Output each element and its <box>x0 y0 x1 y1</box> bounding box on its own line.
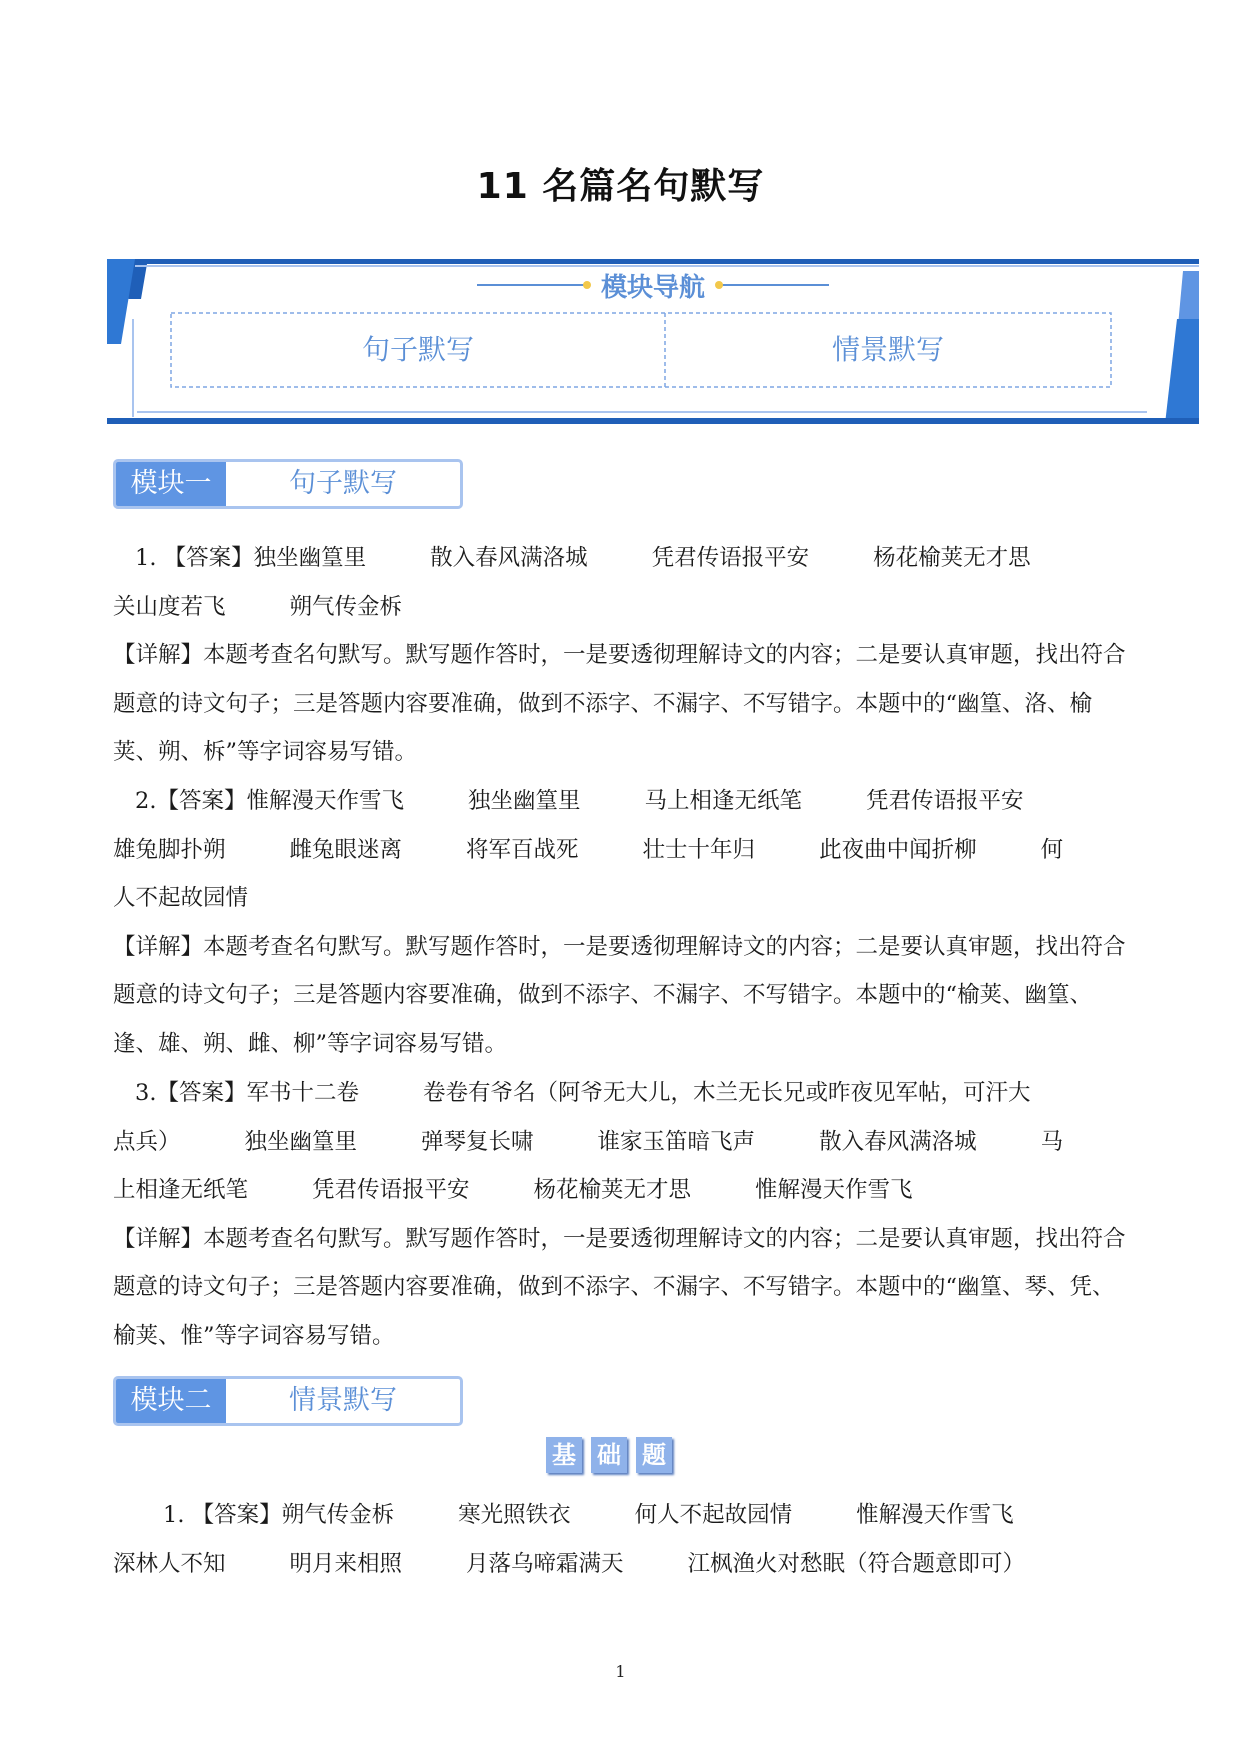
answer-item: 关山度若飞 <box>113 593 226 620</box>
answer-item: 月落乌啼霜满天 <box>466 1550 624 1577</box>
page-title: 11 名篇名句默写 <box>476 166 765 207</box>
answer-label: 1. 【答案】 <box>163 1502 282 1528</box>
basic-tag-char: 基 <box>546 1437 582 1473</box>
answer-item: 惟解漫天作雪飞 <box>246 788 404 814</box>
question-3 <box>113 1069 1133 1360</box>
module-1-name: 句子默写 <box>289 468 397 499</box>
answer-item: 雌兔眼迷离 <box>289 836 403 863</box>
answer-item: 凭君传语报平安 <box>651 545 810 571</box>
module-1-header <box>113 459 463 509</box>
nav-item-scene-dictation[interactable]: 情景默写 <box>831 333 944 366</box>
answer-label: 3.【答案】 <box>135 1080 247 1106</box>
nav-item-sentence-dictation[interactable]: 句子默写 <box>361 333 474 366</box>
basic-tag-char: 础 <box>591 1437 627 1473</box>
answer-item: 人不起故园情 <box>113 885 249 911</box>
answer-item: 谁家玉笛暗飞声 <box>597 1128 756 1155</box>
answer-item: 杨花榆荚无才思 <box>873 545 1031 571</box>
answer-item: 将军百战死 <box>466 836 579 863</box>
detail-text: 本题考查名句默写。默写题作答时，一是要透彻理解诗文的内容；二是要认真审题，找出符合题意的诗文句子；三是答题内容要准确，做到不添字、不漏字、不写错字。本题中的“幽篁、洛、榆荚、朔、柝”等字词容易写错。 <box>113 642 1126 765</box>
question-2 <box>113 777 1133 1068</box>
answer-item: 凭君传语报平安 <box>866 788 1024 814</box>
answer-item: 明月来相照 <box>289 1550 403 1577</box>
answer-item: 何 <box>1040 836 1064 863</box>
answer-label: 1. 【答案】 <box>135 545 254 571</box>
answer-item: 独坐幽篁里 <box>467 788 581 814</box>
answer-item: 江枫渔火对愁眠（符合题意即可） <box>687 1550 1026 1577</box>
answer-item: 上相逢无纸笔 <box>113 1177 249 1203</box>
answer-item: 寒光照铁衣 <box>458 1502 571 1528</box>
answer-item: 杨花榆荚无才思 <box>533 1177 692 1203</box>
detail-label: 【详解】 <box>113 642 204 668</box>
answer-item: 朔气传金柝 <box>289 593 403 620</box>
question-4 <box>113 1491 1133 1588</box>
detail-text: 本题考查名句默写。默写题作答时，一是要透彻理解诗文的内容；二是要认真审题，找出符合题意的诗文句子；三是答题内容要准确，做到不添字、不漏字、不写错字。本题中的“幽篁、琴、凭、榆荚、惟”等字词容易写错。 <box>113 1225 1126 1349</box>
answer-item: 壮士十年归 <box>642 836 756 863</box>
answer-item: 何人不起故园情 <box>634 1502 793 1528</box>
answer-item: 马 <box>1040 1128 1064 1155</box>
answer-item: 散入春风满洛城 <box>819 1128 977 1155</box>
answer-item: 军书十二卷 <box>246 1080 359 1106</box>
detail-label: 【详解】 <box>113 1225 204 1252</box>
module-1-number: 模块一 <box>116 462 226 506</box>
module-2-header <box>113 1376 463 1426</box>
answer-label: 2.【答案】 <box>135 788 247 814</box>
answer-item: 凭君传语报平安 <box>312 1177 470 1203</box>
answer-item: 散入春风满洛城 <box>430 545 588 571</box>
answer-item: 独坐幽篁里 <box>253 545 367 571</box>
question-1 <box>113 534 1133 777</box>
answer-item: 朔气传金柝 <box>281 1502 395 1528</box>
detail-label: 【详解】 <box>113 933 204 960</box>
basic-questions-tag <box>546 1437 686 1477</box>
module-2-number: 模块二 <box>116 1379 226 1423</box>
answer-item: 惟解漫天作雪飞 <box>755 1177 913 1203</box>
detail-text: 本题考查名句默写。默写题作答时，一是要透彻理解诗文的内容；二是要认真审题，找出符合题意的诗文句子；三是答题内容要准确，做到不添字、不漏字、不写错字。本题中的“榆荚、幽篁、逢、雄、朔、雌、柳”等字词容易写错。 <box>113 933 1126 1057</box>
page-number: 1 <box>615 1662 626 1681</box>
answer-item: 点兵） <box>113 1128 181 1155</box>
answer-item: 马上相逢无纸笔 <box>644 788 803 814</box>
answer-item: 惟解漫天作雪飞 <box>856 1502 1014 1528</box>
answer-item: 卷卷有爷名（阿爷无大儿，木兰无长兄或昨夜见军帖，可汗大 <box>422 1080 1031 1106</box>
answer-item: 雄兔脚扑朔 <box>113 836 226 863</box>
answer-item: 弹琴复长啸 <box>421 1128 534 1155</box>
basic-tag-char: 题 <box>636 1437 672 1473</box>
answer-item: 深林人不知 <box>113 1550 226 1577</box>
module-navigation <box>107 259 1199 424</box>
module-2-name: 情景默写 <box>289 1385 397 1416</box>
answer-item: 独坐幽篁里 <box>244 1128 358 1155</box>
answer-item: 此夜曲中闻折柳 <box>819 836 977 863</box>
nav-heading: 模块导航 <box>600 273 705 303</box>
